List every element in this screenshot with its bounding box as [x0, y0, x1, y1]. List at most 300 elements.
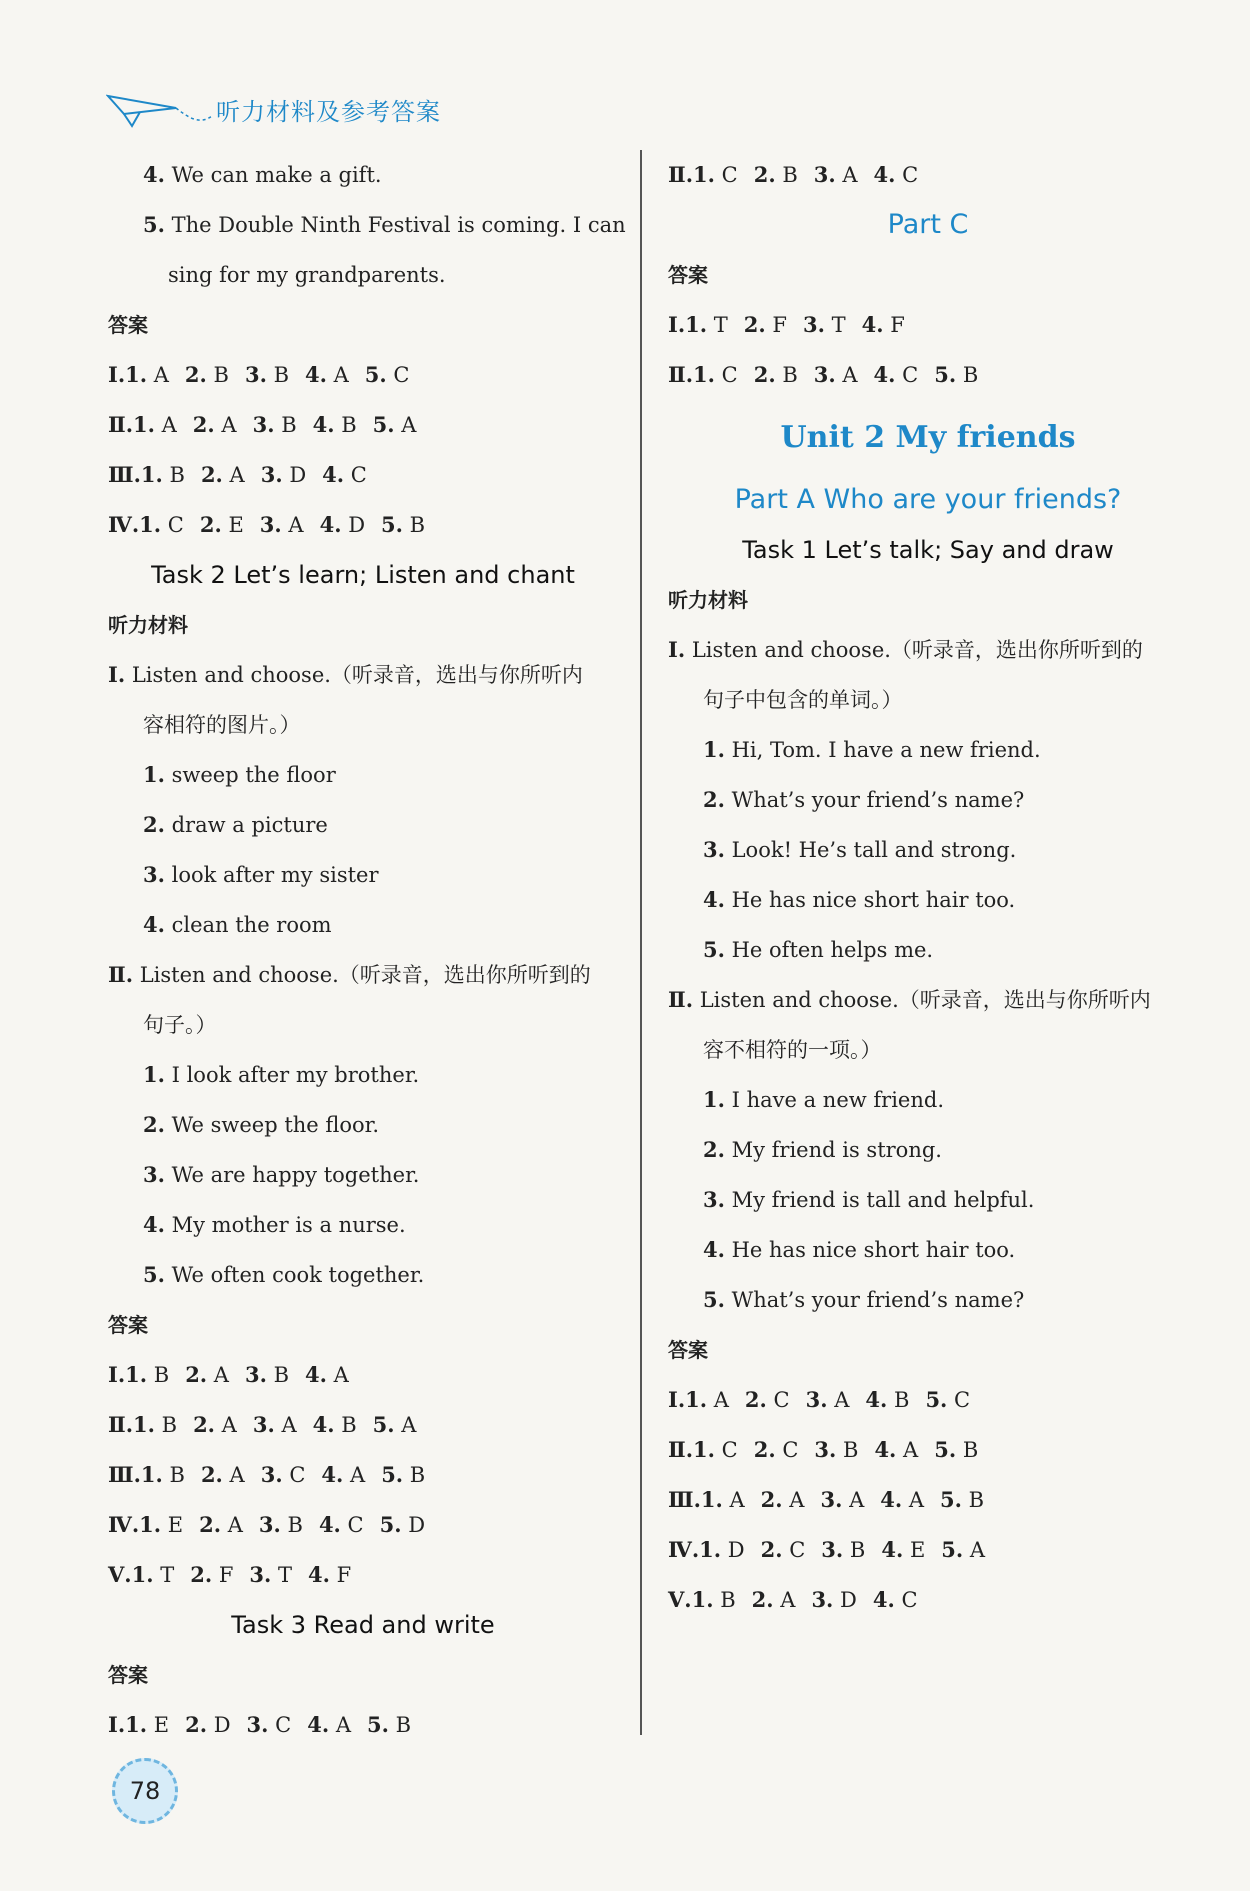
answer-item — [253, 1400, 297, 1450]
answer-row — [668, 150, 1188, 200]
answer-value: C — [282, 1463, 306, 1487]
line-text: Listen and choose.（听录音，选出你所听到的 — [685, 638, 1143, 662]
answer-item — [754, 1425, 799, 1475]
answer-number: 2. — [192, 412, 215, 437]
answer-item — [381, 500, 425, 550]
text-line — [108, 700, 618, 750]
item-number: Ⅰ. — [668, 637, 686, 662]
answer-item — [685, 1375, 729, 1425]
line-text: Listen and choose.（听录音，选出你所听到的 — [133, 963, 591, 987]
page-header — [106, 86, 486, 132]
text-line — [108, 850, 618, 900]
answer-number: 1. — [685, 312, 708, 337]
answer-item — [693, 350, 738, 400]
answer-value: A — [394, 413, 417, 437]
answer-value: B — [334, 413, 357, 437]
text-line — [108, 750, 618, 800]
answer-section-number: Ⅳ. — [108, 1512, 140, 1537]
answer-item — [873, 1575, 918, 1625]
answer-number: 3. — [252, 412, 275, 437]
answer-value: A — [835, 163, 858, 187]
answer-section-number: Ⅱ. — [668, 1437, 694, 1462]
answer-item — [803, 300, 846, 350]
answer-value: B — [775, 163, 798, 187]
answer-value: B — [280, 1513, 303, 1537]
answer-value: T — [153, 1563, 175, 1587]
answer-item — [321, 1450, 365, 1500]
answer-item — [814, 150, 858, 200]
answer-number: 4. — [319, 512, 342, 537]
answer-item — [874, 150, 919, 200]
answer-number: 1. — [125, 1362, 148, 1387]
answer-number: 2. — [193, 1412, 215, 1437]
answer-number: 2. — [753, 362, 776, 387]
answer-item — [185, 1700, 230, 1750]
line-text: look after my sister — [164, 863, 379, 887]
answer-value: B — [402, 513, 426, 537]
answer-number: 3. — [260, 462, 283, 487]
answer-item — [814, 350, 858, 400]
answer-row — [668, 350, 1188, 400]
answer-value: B — [887, 1388, 910, 1412]
answer-value: B — [154, 1413, 178, 1437]
answer-item — [322, 450, 367, 500]
answer-value: F — [883, 313, 905, 337]
text-line — [668, 675, 1188, 725]
answer-number: 1. — [140, 1462, 163, 1487]
answer-value: A — [722, 1488, 745, 1512]
answer-item — [380, 1500, 425, 1550]
answer-row — [108, 1700, 618, 1750]
text-line — [108, 1000, 618, 1050]
answer-row — [108, 1550, 618, 1600]
answer-row — [108, 1400, 618, 1450]
answer-item — [701, 1475, 745, 1525]
answer-number: 3. — [821, 1537, 844, 1562]
answer-number: 3. — [246, 1712, 269, 1737]
answer-item — [190, 1550, 233, 1600]
paper-plane-icon — [106, 86, 216, 132]
answer-item — [308, 1550, 351, 1600]
line-text: 句子。） — [143, 1013, 217, 1037]
answer-item — [125, 1700, 169, 1750]
answer-item — [307, 1700, 351, 1750]
answer-value: A — [326, 363, 349, 387]
answer-item — [693, 1425, 738, 1475]
text-line — [668, 725, 1188, 775]
answer-item — [201, 1450, 245, 1500]
answer-number: 1. — [693, 362, 715, 387]
part-heading: Part C — [887, 209, 969, 240]
answer-item — [761, 1525, 806, 1575]
line-text: My friend is tall and helpful. — [724, 1188, 1035, 1212]
answer-number: 5. — [372, 1412, 395, 1437]
answer-number: 4. — [872, 1587, 895, 1612]
answer-number: 4. — [861, 312, 884, 337]
item-number: 4. — [703, 1237, 725, 1262]
answer-value: C — [766, 1388, 790, 1412]
answer-number: 1. — [133, 412, 155, 437]
line-text: Listen and choose.（听录音，选出与你所听内 — [125, 663, 583, 687]
answer-number: 4. — [874, 1437, 897, 1462]
answer-value: F — [765, 313, 787, 337]
line-text: My friend is strong. — [724, 1138, 942, 1162]
answer-number: 4. — [312, 412, 335, 437]
text-line — [108, 950, 618, 1000]
answer-number: 4. — [312, 1412, 335, 1437]
answer-value: E — [147, 1713, 170, 1737]
answer-value: B — [147, 1363, 170, 1387]
answer-item — [132, 1550, 175, 1600]
answer-item — [185, 1350, 229, 1400]
answer-item — [381, 1450, 425, 1500]
answer-item — [259, 1500, 303, 1550]
answer-number: 1. — [691, 1587, 714, 1612]
answer-value: B — [836, 1438, 859, 1462]
line-text: 容不相符的一项。） — [703, 1038, 882, 1062]
answer-value: B — [266, 363, 290, 387]
answer-value: B — [956, 363, 979, 387]
answer-value: D — [833, 1588, 857, 1612]
answer-value: F — [212, 1563, 234, 1587]
answer-value: A — [835, 363, 858, 387]
part-heading: Part A Who are your friends? — [734, 484, 1122, 515]
answer-number: 4. — [305, 1362, 327, 1387]
answer-item — [305, 1350, 349, 1400]
text-line — [108, 250, 618, 300]
task-heading: Task 1 Let’s talk; Say and draw — [742, 536, 1114, 564]
item-number: 3. — [703, 1187, 725, 1212]
answer-item — [200, 500, 244, 550]
answer-section-number: Ⅲ. — [668, 1487, 701, 1512]
item-number: 1. — [143, 762, 165, 787]
task-heading: Task 2 Let’s learn; Listen and chant — [151, 561, 575, 589]
item-number: 3. — [703, 837, 725, 862]
answer-value: B — [162, 463, 185, 487]
answer-number: 5. — [940, 1487, 962, 1512]
answer-number: 4. — [881, 1537, 904, 1562]
answer-number: 2. — [760, 1537, 783, 1562]
answer-item — [261, 1450, 306, 1500]
line-text: Look! He’s tall and strong. — [724, 838, 1017, 862]
answer-section-number: Ⅰ. — [108, 362, 126, 387]
answer-value: A — [154, 413, 177, 437]
answer-number: 4. — [873, 162, 896, 187]
answer-number: 1. — [131, 1562, 154, 1587]
answer-section-number: Ⅱ. — [668, 362, 694, 387]
answer-item — [125, 350, 169, 400]
answer-number: 3. — [814, 1437, 837, 1462]
answer-number: 5. — [364, 362, 387, 387]
line-text: My mother is a nurse. — [164, 1213, 406, 1237]
answer-number: 1. — [139, 1512, 162, 1537]
answer-row — [668, 1375, 1188, 1425]
answer-value: B — [775, 363, 798, 387]
answer-number: 1. — [693, 162, 715, 187]
answer-value: C — [895, 163, 919, 187]
answer-number: 2. — [190, 1562, 213, 1587]
answer-value: T — [271, 1563, 293, 1587]
answer-value: B — [388, 1713, 412, 1737]
line-text: We can make a gift. — [164, 163, 382, 187]
answer-number: 3. — [244, 362, 267, 387]
item-number: 3. — [143, 862, 165, 887]
answer-item — [752, 1575, 796, 1625]
answer-number: 1. — [693, 1437, 715, 1462]
answer-number: 1. — [133, 1412, 155, 1437]
answer-value: C — [161, 513, 184, 537]
answer-item — [692, 1575, 736, 1625]
item-number: 3. — [143, 1162, 165, 1187]
line-text: sweep the floor — [164, 763, 336, 787]
answer-item — [141, 1450, 185, 1500]
answer-value: C — [268, 1713, 292, 1737]
answer-item — [247, 1700, 292, 1750]
answer-number: 1. — [139, 512, 162, 537]
text-line — [668, 1175, 1188, 1225]
answer-number: 2. — [760, 1487, 783, 1512]
answer-section-number: Ⅲ. — [108, 1462, 141, 1487]
line-text: Hi, Tom. I have a new friend. — [724, 738, 1041, 762]
answer-item — [761, 1475, 805, 1525]
task-heading: Task 3 Read and write — [231, 1611, 495, 1639]
answer-value: A — [842, 1488, 865, 1512]
answer-number: 5. — [372, 412, 395, 437]
item-number: 1. — [143, 1062, 165, 1087]
answer-value: A — [222, 1463, 245, 1487]
answer-row — [668, 1425, 1188, 1475]
line-text: sing for my grandparents. — [168, 263, 446, 287]
answer-value: C — [344, 463, 367, 487]
item-number: 4. — [143, 1212, 165, 1237]
answer-number: 3. — [811, 1587, 834, 1612]
text-line — [108, 150, 618, 200]
answer-number: 5. — [367, 1712, 389, 1737]
answer-item — [744, 300, 787, 350]
answer-number: 2. — [751, 1587, 774, 1612]
line-text: What’s your friend’s name? — [724, 1288, 1025, 1312]
answer-item — [320, 500, 365, 550]
item-number: 5. — [143, 1262, 165, 1287]
answer-item — [305, 350, 349, 400]
answer-item — [319, 1500, 364, 1550]
answer-value: C — [895, 363, 919, 387]
answer-section-number: Ⅱ. — [668, 162, 694, 187]
section-label: 听力材料 — [668, 588, 748, 612]
answer-item — [811, 1575, 856, 1625]
answer-item — [880, 1475, 924, 1525]
answer-item — [199, 1500, 243, 1550]
section-label: 答案 — [668, 1338, 708, 1362]
answer-item — [313, 1400, 357, 1450]
answer-value: D — [721, 1538, 745, 1562]
answer-number: 1. — [699, 1537, 722, 1562]
answer-row — [108, 350, 618, 400]
answer-row — [108, 1500, 618, 1550]
answer-item — [881, 1525, 925, 1575]
answer-value: B — [713, 1588, 736, 1612]
answer-number: 1. — [685, 1387, 708, 1412]
section-label: 听力材料 — [108, 613, 188, 637]
answer-row — [108, 1450, 618, 1500]
answer-value: D — [282, 463, 307, 487]
item-number: 1. — [703, 737, 725, 762]
answer-section-number: Ⅰ. — [668, 312, 686, 337]
text-line — [108, 1250, 618, 1300]
line-text: He has nice short hair too. — [724, 888, 1016, 912]
answer-row — [668, 1475, 1188, 1525]
answer-item — [201, 450, 245, 500]
text-line — [668, 625, 1188, 675]
section-label: 答案 — [108, 1313, 148, 1337]
answer-value: A — [215, 1413, 237, 1437]
answer-section-number: Ⅰ. — [108, 1712, 126, 1737]
line-text: Listen and choose.（听录音，选出与你所听内 — [693, 988, 1151, 1012]
answer-number: 2. — [200, 462, 223, 487]
answer-item — [245, 1350, 289, 1400]
answer-number: 3. — [805, 1387, 828, 1412]
answer-item — [814, 1425, 858, 1475]
item-number: 2. — [703, 787, 725, 812]
right-column — [668, 150, 1188, 1625]
answer-value: B — [274, 413, 297, 437]
answer-item — [367, 1700, 411, 1750]
line-text: I look after my brother. — [164, 1063, 420, 1087]
answer-number: 2. — [199, 1512, 222, 1537]
answer-number: 3. — [813, 162, 836, 187]
answer-value: A — [827, 1388, 850, 1412]
answer-item — [141, 450, 185, 500]
item-number: 4. — [143, 912, 165, 937]
item-number: Ⅱ. — [668, 987, 694, 1012]
line-text: He often helps me. — [724, 938, 934, 962]
answer-item — [185, 350, 229, 400]
answer-value: T — [707, 313, 728, 337]
answer-value: C — [386, 363, 410, 387]
answer-item — [193, 400, 237, 450]
answer-value: A — [221, 1513, 243, 1537]
answer-section-number: Ⅰ. — [668, 1387, 686, 1412]
answer-value: A — [274, 1413, 297, 1437]
item-number: 1. — [703, 1087, 725, 1112]
answer-item — [699, 1525, 744, 1575]
answer-item — [133, 1400, 177, 1450]
answer-value: A — [963, 1538, 986, 1562]
text-line — [668, 1275, 1188, 1325]
answer-number: 3. — [820, 1487, 843, 1512]
answer-item — [261, 450, 306, 500]
answer-number: 5. — [941, 1537, 964, 1562]
answer-item — [754, 350, 798, 400]
answer-number: 2. — [200, 1462, 223, 1487]
header-title: 听力材料及参考答案 — [216, 98, 441, 126]
section-label: 答案 — [108, 313, 148, 337]
answer-section-number: Ⅳ. — [108, 512, 140, 537]
answer-value: F — [329, 1563, 352, 1587]
item-number: 5. — [143, 212, 165, 237]
answer-row — [108, 400, 618, 450]
answer-item — [685, 300, 728, 350]
answer-section-number: Ⅴ. — [668, 1587, 692, 1612]
text-line — [108, 1050, 618, 1100]
item-number: Ⅱ. — [108, 962, 134, 987]
answer-value: D — [207, 1713, 231, 1737]
line-text: The Double Ninth Festival is coming. I can — [164, 213, 626, 237]
answer-number: 2. — [184, 362, 207, 387]
item-number: 2. — [703, 1137, 725, 1162]
answer-number: 1. — [125, 1712, 148, 1737]
item-number: Ⅰ. — [108, 662, 126, 687]
answer-item — [925, 1375, 970, 1425]
answer-number: 1. — [700, 1487, 723, 1512]
answer-item — [865, 1375, 909, 1425]
answer-item — [193, 1400, 237, 1450]
text-line — [668, 1075, 1188, 1125]
answer-value: A — [394, 1413, 417, 1437]
answer-number: 3. — [802, 312, 825, 337]
answer-item — [745, 1375, 790, 1425]
answer-value: C — [714, 163, 738, 187]
answer-number: 3. — [249, 1562, 272, 1587]
answer-value: A — [329, 1713, 352, 1737]
answer-value: B — [334, 1413, 357, 1437]
answer-number: 4. — [308, 1562, 330, 1587]
text-line — [108, 1150, 618, 1200]
answer-section-number: Ⅳ. — [668, 1537, 700, 1562]
answer-item — [133, 400, 177, 450]
item-number: 5. — [703, 1287, 725, 1312]
answer-item — [373, 1400, 417, 1450]
text-line — [108, 1200, 618, 1250]
answer-section-number: Ⅱ. — [108, 1412, 134, 1437]
answer-value: B — [403, 1463, 426, 1487]
answer-number: 4. — [880, 1487, 903, 1512]
answer-number: 5. — [925, 1387, 948, 1412]
answer-value: E — [161, 1513, 184, 1537]
column-divider — [640, 150, 642, 1735]
answer-value: A — [222, 463, 245, 487]
answer-number: 5. — [934, 1437, 957, 1462]
line-text: 句子中包含的单词。） — [703, 688, 903, 712]
answer-item — [373, 400, 417, 450]
answer-item — [874, 1425, 918, 1475]
item-number: 4. — [143, 162, 165, 187]
line-text: We are happy together. — [164, 1163, 420, 1187]
answer-row — [668, 1575, 1188, 1625]
item-number: 5. — [703, 937, 725, 962]
answer-number: 2. — [753, 162, 776, 187]
answer-value: B — [162, 1463, 185, 1487]
text-line — [108, 1100, 618, 1150]
answer-number: 4. — [307, 1712, 330, 1737]
answer-item — [260, 500, 304, 550]
answer-value: C — [714, 1438, 738, 1462]
text-line — [668, 1125, 1188, 1175]
answer-value: B — [956, 1438, 979, 1462]
item-number: 2. — [143, 1112, 165, 1137]
line-text: We often cook together. — [164, 1263, 425, 1287]
answer-number: 2. — [744, 1387, 767, 1412]
answer-value: A — [782, 1488, 805, 1512]
line-text: What’s your friend’s name? — [724, 788, 1025, 812]
line-text: He has nice short hair too. — [724, 1238, 1016, 1262]
answer-value: C — [782, 1538, 806, 1562]
answer-value: D — [341, 513, 366, 537]
answer-number: 2. — [743, 312, 766, 337]
answer-value: B — [266, 1363, 290, 1387]
section-label: 答案 — [668, 263, 708, 287]
unit-heading: Unit 2 My friends — [780, 420, 1076, 455]
